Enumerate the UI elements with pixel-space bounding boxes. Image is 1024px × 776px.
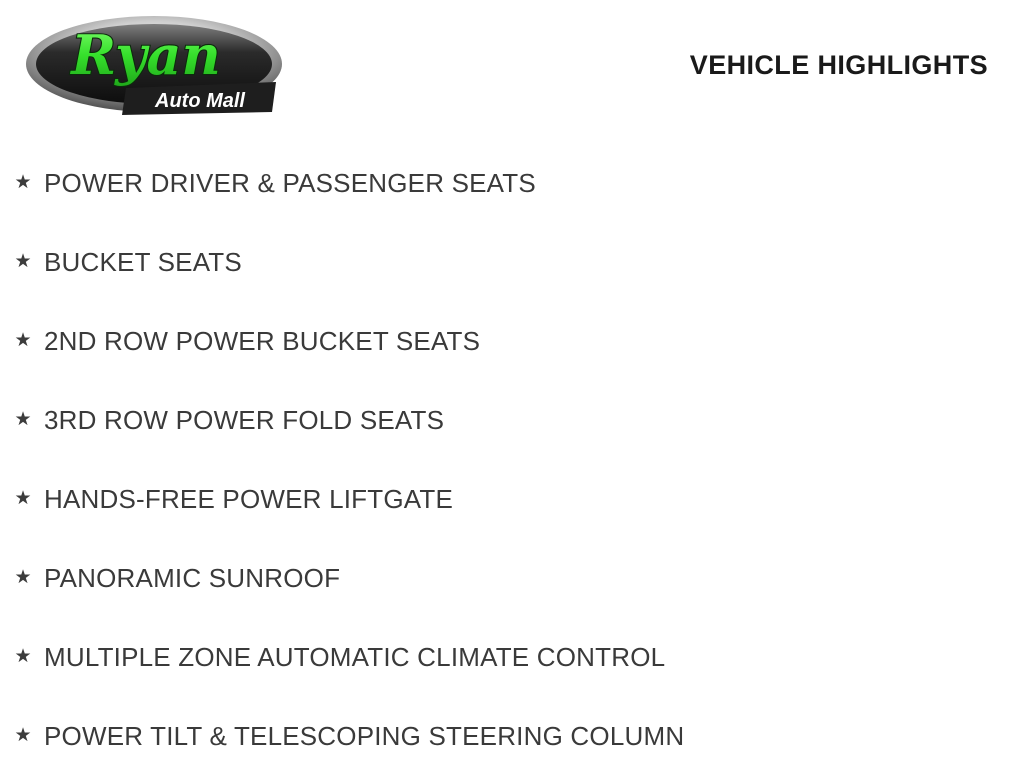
vehicle-features-list — [0, 144, 1024, 776]
star-bullet-icon: ★ — [14, 567, 32, 588]
feature-label: 3RD ROW POWER FOLD SEATS — [44, 405, 445, 435]
feature-label: HANDS-FREE POWER LIFTGATE — [44, 484, 453, 514]
list-item — [0, 697, 1024, 776]
dealer-logo — [14, 8, 294, 126]
feature-label: POWER TILT & TELESCOPING STEERING COLUMN — [44, 721, 685, 751]
list-item — [0, 381, 1024, 460]
feature-label: MULTIPLE ZONE AUTOMATIC CLIMATE CONTROL — [44, 642, 666, 672]
star-bullet-icon: ★ — [14, 172, 32, 193]
page-title: VEHICLE HIGHLIGHTS — [689, 50, 988, 80]
list-item — [0, 144, 1024, 223]
list-item — [0, 460, 1024, 539]
svg-text:Ryan: Ryan — [71, 23, 221, 87]
star-bullet-icon: ★ — [14, 330, 32, 351]
feature-label: PANORAMIC SUNROOF — [44, 563, 341, 593]
svg-text:Auto Mall: Auto Mall — [155, 90, 245, 112]
star-bullet-icon: ★ — [14, 725, 32, 746]
page-header — [0, 0, 1024, 135]
star-bullet-icon: ★ — [14, 646, 32, 667]
list-item — [0, 302, 1024, 381]
feature-label: BUCKET SEATS — [44, 247, 242, 277]
feature-label: POWER DRIVER & PASSENGER SEATS — [44, 168, 536, 198]
list-item — [0, 539, 1024, 618]
list-item — [0, 618, 1024, 697]
star-bullet-icon: ★ — [14, 251, 32, 272]
list-item — [0, 223, 1024, 302]
feature-label: 2ND ROW POWER BUCKET SEATS — [44, 326, 481, 356]
star-bullet-icon: ★ — [14, 409, 32, 430]
star-bullet-icon: ★ — [14, 488, 32, 509]
